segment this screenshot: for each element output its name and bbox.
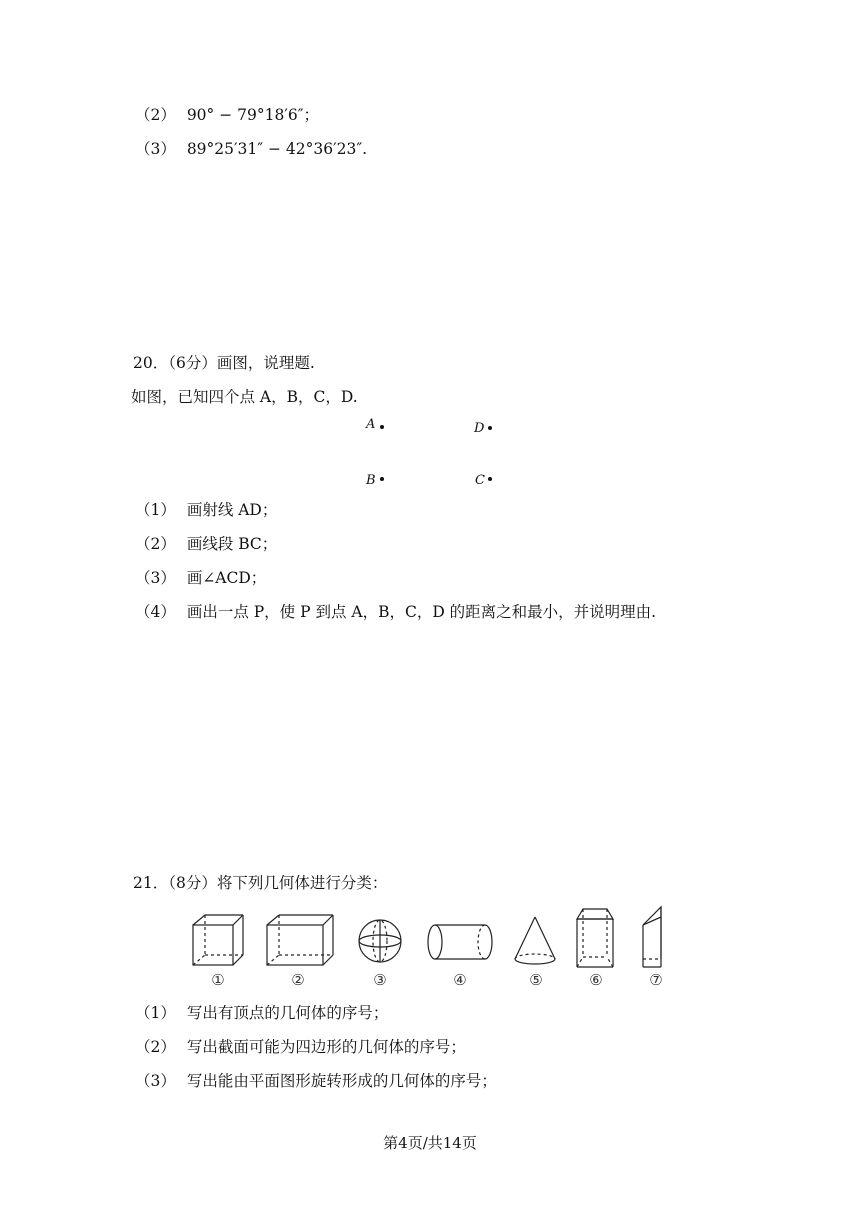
q20-part3-text: 画∠ACD； xyxy=(186,569,267,587)
point-d-dot xyxy=(488,426,492,430)
q20-title: 20．（6分）画图，说理题. xyxy=(133,354,315,372)
point-b-dot xyxy=(380,477,384,481)
triangular-prism-shape xyxy=(643,907,661,967)
point-label-b: B xyxy=(366,473,376,488)
q20-part2-text: 画线段 BC； xyxy=(186,535,278,553)
q19-part2-label: （2） xyxy=(135,106,176,124)
solids-drawing xyxy=(185,905,685,971)
solid-label-3: ③ xyxy=(373,971,387,989)
solid-label-2: ② xyxy=(291,971,305,989)
q21-part1-text: 写出有顶点的几何体的序号； xyxy=(186,1004,389,1022)
q20-part1-text: 画射线 AD； xyxy=(186,501,278,519)
cuboid-shape xyxy=(267,915,333,965)
q21-part1-label: （1） xyxy=(135,1004,176,1022)
q19-part3 xyxy=(135,138,367,160)
q21-part3-label: （3） xyxy=(135,1072,176,1090)
q19-part3-label: （3） xyxy=(135,140,176,158)
q20-part3 xyxy=(135,567,266,589)
q20-part2-label: （2） xyxy=(135,535,176,553)
q20-part3-label: （3） xyxy=(135,569,176,587)
solid-label-4: ④ xyxy=(453,971,467,989)
solid-label-7: ⑦ xyxy=(649,971,663,989)
q19-part3-expr: 89°25′31″ − 42°36′23″. xyxy=(186,140,368,158)
q20-part1 xyxy=(135,499,277,521)
q21-part3 xyxy=(135,1070,497,1092)
sphere-shape xyxy=(359,920,401,962)
q20-part4-text: 画出一点 P，使 P 到点 A，B，C，D 的距离之和最小，并说明理由. xyxy=(186,603,657,621)
point-label-d: D xyxy=(474,421,485,436)
q20-part2 xyxy=(135,533,277,555)
q20-part1-label: （1） xyxy=(135,501,176,519)
solid-label-5: ⑤ xyxy=(529,971,543,989)
q21-part3-text: 写出能由平面图形旋转形成的几何体的序号； xyxy=(186,1072,497,1090)
cone-shape xyxy=(515,917,555,964)
q20-part4 xyxy=(135,601,656,623)
q19-part2-expr: 90° − 79°18′6″； xyxy=(186,106,319,124)
q21-part2 xyxy=(135,1036,466,1058)
solid-label-1: ① xyxy=(211,971,225,989)
solid-label-6: ⑥ xyxy=(589,971,603,989)
page-footer: 第4页/共14页 xyxy=(383,1134,477,1152)
q21-part1 xyxy=(135,1002,388,1024)
q21-title: 21．（8分）将下列几何体进行分类： xyxy=(133,874,388,892)
q21-part2-label: （2） xyxy=(135,1038,176,1056)
point-c-dot xyxy=(488,477,492,481)
q19-part2 xyxy=(135,104,319,126)
cube-shape xyxy=(193,915,243,965)
point-label-a: A xyxy=(366,417,376,432)
q20-part4-label: （4） xyxy=(135,603,176,621)
prism-shape xyxy=(577,909,613,967)
point-label-c: C xyxy=(475,473,485,488)
q21-part2-text: 写出截面可能为四边形的几何体的序号； xyxy=(186,1038,466,1056)
cylinder-shape xyxy=(428,925,492,959)
point-a-dot xyxy=(380,425,384,429)
q20-intro: 如图，已知四个点 A，B，C，D. xyxy=(131,388,358,406)
